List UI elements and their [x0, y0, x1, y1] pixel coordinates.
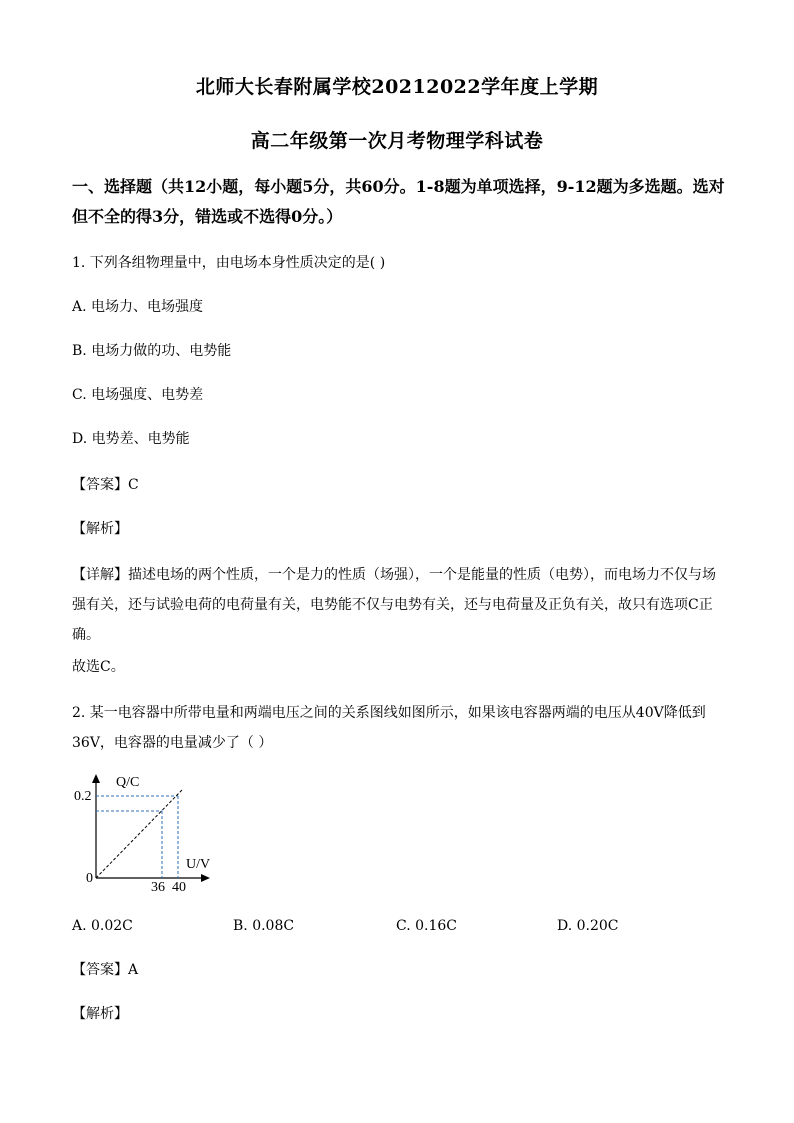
detail-tag: 【详解】	[72, 567, 128, 583]
exam-title-line2: 高二年级第一次月考物理学科试卷	[250, 130, 544, 152]
question-1-detail-line1	[72, 560, 732, 590]
x-axis-arrow-icon	[201, 874, 210, 882]
answer-value: A	[128, 962, 139, 978]
section-heading-line2: 但不全的得3分，错选或不选得0分。）	[72, 207, 343, 226]
x-axis-label: U/V	[186, 857, 211, 872]
question-1-detail-line2: 强有关，还与试验电荷的电荷量有关，电势能不仅与电势有关，还与电荷量及正负有关，故只有选项C正	[72, 597, 713, 613]
question-1-option-c: C. 电场强度、电势差	[72, 387, 204, 403]
q-u-line	[96, 790, 182, 878]
y-axis-label: Q/C	[116, 775, 140, 790]
y-axis-arrow-icon	[92, 774, 100, 783]
question-1-conclusion: 故选C。	[72, 659, 125, 675]
question-2-answer	[72, 955, 732, 985]
question-2-stem-line1: 2. 某一电容器中所带电量和两端电压之间的关系图线如图所示，如果该电容器两端的电压从40V降低到	[72, 705, 706, 721]
answer-tag: 【答案】	[72, 477, 128, 493]
question-1-option-b: B. 电场力做的功、电势能	[72, 343, 232, 359]
exam-title-line1: 北师大长春附属学校20212022学年度上学期	[195, 76, 599, 98]
question-2-stem-line2: 36V，电容器的电量减少了（ ）	[72, 735, 273, 751]
y-tick-0.2: 0.2	[74, 789, 92, 804]
x-tick-36: 36	[151, 880, 165, 892]
section-heading-line1: 一、选择题（共12小题，每小题5分，共60分。1-8题为单项选择，9-12题为多选题。选对	[72, 177, 725, 196]
question-2-option-c: C. 0.16C	[396, 918, 457, 934]
x-tick-40: 40	[172, 880, 186, 892]
detail-text: 描述电场的两个性质，一个是力的性质（场强），一个是能量的性质（电势），而电场力不仅与场	[128, 567, 716, 583]
question-2-analysis-tag: 【解析】	[72, 1006, 128, 1022]
question-1-stem: 1. 下列各组物理量中，由电场本身性质决定的是( )	[72, 255, 386, 271]
question-1-option-a: A. 电场力、电场强度	[72, 299, 204, 315]
question-1-answer	[72, 470, 732, 500]
q-u-graph	[70, 772, 230, 892]
origin-label: 0	[86, 871, 93, 886]
answer-tag: 【答案】	[72, 962, 128, 978]
question-2-option-d: D. 0.20C	[557, 918, 619, 934]
question-1-analysis-tag: 【解析】	[72, 521, 128, 537]
question-2-option-a: A. 0.02C	[72, 918, 133, 934]
answer-value: C	[128, 477, 139, 493]
question-1-detail-line3: 确。	[72, 627, 100, 643]
question-1-option-d: D. 电势差、电势能	[72, 431, 190, 447]
question-2-option-b: B. 0.08C	[233, 918, 295, 934]
